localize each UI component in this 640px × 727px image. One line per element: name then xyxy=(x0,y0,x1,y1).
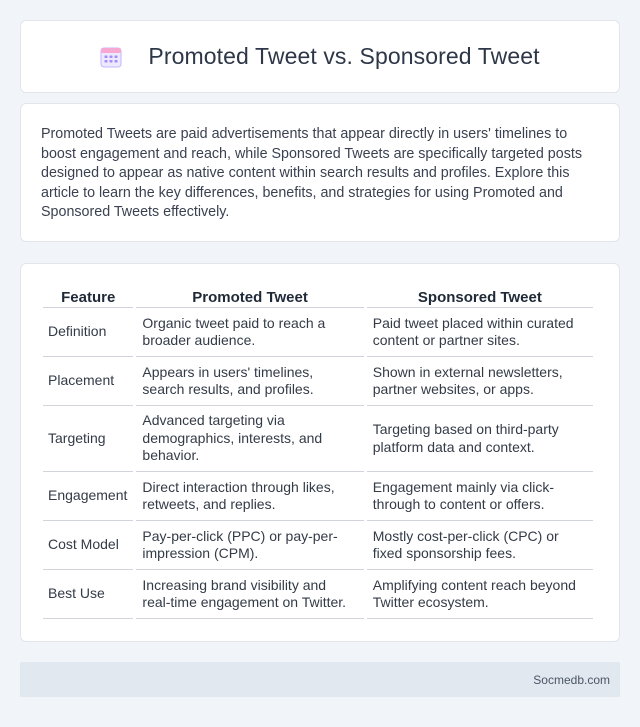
table-row xyxy=(43,521,593,570)
cell-promoted: Direct interaction through likes, retweets, and replies. xyxy=(136,472,363,521)
header-feature: Feature xyxy=(43,286,133,308)
header-sponsored: Sponsored Tweet xyxy=(367,286,593,308)
cell-promoted: Appears in users' timelines, search results, and profiles. xyxy=(136,357,363,406)
calendar-icon xyxy=(100,46,122,68)
comparison-card xyxy=(20,263,620,642)
cell-feature: Definition xyxy=(43,308,133,357)
cell-sponsored: Shown in external newsletters, partner websites, or apps. xyxy=(367,357,593,406)
cell-promoted: Increasing brand visibility and real-time engagement on Twitter. xyxy=(136,570,363,619)
header-promoted: Promoted Tweet xyxy=(136,286,363,308)
table-row xyxy=(43,406,593,472)
footer-site-link[interactable]: Socmedb.com xyxy=(533,672,610,687)
comparison-table xyxy=(40,286,596,619)
table-row xyxy=(43,570,593,619)
cell-feature: Engagement xyxy=(43,472,133,521)
cell-sponsored: Targeting based on third-party platform data and context. xyxy=(367,406,593,472)
table-header-row xyxy=(43,286,593,308)
table-row xyxy=(43,308,593,357)
page-title: Promoted Tweet vs. Sponsored Tweet xyxy=(148,43,540,69)
cell-sponsored: Paid tweet placed within curated content or partner sites. xyxy=(367,308,593,357)
intro-card xyxy=(20,103,620,242)
cell-sponsored: Engagement mainly via click-through to content or offers. xyxy=(367,472,593,521)
cell-feature: Cost Model xyxy=(43,521,133,570)
cell-feature: Targeting xyxy=(43,406,133,472)
cell-promoted: Advanced targeting via demographics, interests, and behavior. xyxy=(136,406,363,472)
title-card xyxy=(20,20,620,93)
cell-sponsored: Amplifying content reach beyond Twitter ecosystem. xyxy=(367,570,593,619)
cell-feature: Placement xyxy=(43,357,133,406)
table-row xyxy=(43,472,593,521)
cell-sponsored: Mostly cost-per-click (CPC) or fixed sponsorship fees. xyxy=(367,521,593,570)
footer xyxy=(20,662,620,697)
cell-promoted: Pay-per-click (PPC) or pay-per-impression (CPM). xyxy=(136,521,363,570)
table-row xyxy=(43,357,593,406)
intro-text: Promoted Tweets are paid advertisements that appear directly in users' timelines to boost engagement and reach, while Sponsored Tweets are specifically targeted posts designed to appear as native content within search results and profiles. Explore this article to learn the key differences, benefits, and strategies for using Promoted and Sponsored Tweets effectively. xyxy=(41,126,582,220)
cell-feature: Best Use xyxy=(43,570,133,619)
cell-promoted: Organic tweet paid to reach a broader audience. xyxy=(136,308,363,357)
